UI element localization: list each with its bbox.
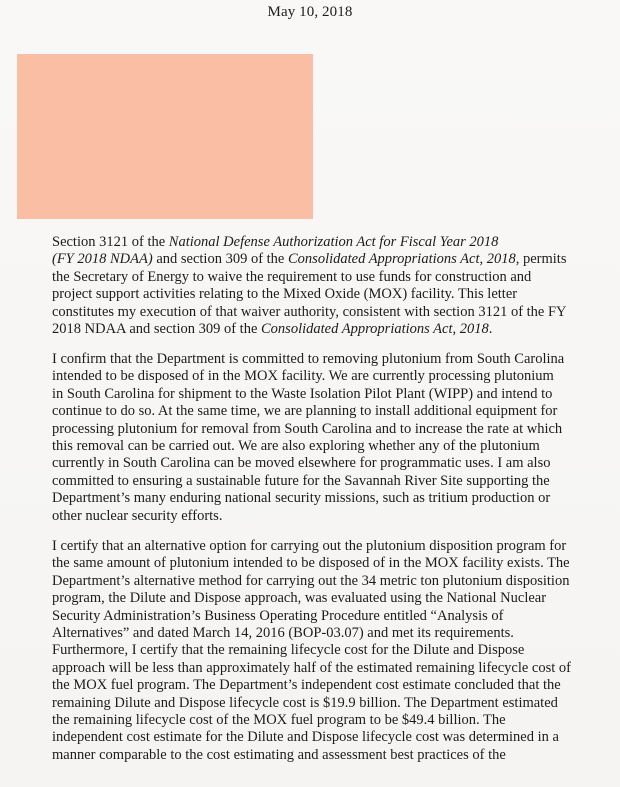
text-line — [52, 625, 612, 642]
redacted-address-block — [17, 54, 313, 219]
text-segment: . — [488, 321, 493, 338]
text-line — [52, 695, 612, 712]
text-segment: the same amount of plutonium intended to be disposed of in the MOX facility exists. The — [52, 555, 570, 572]
text-line — [52, 747, 612, 764]
text-line — [52, 351, 612, 368]
text-segment: continue to do so. At the same time, we are planning to install additional equipment for — [52, 403, 558, 420]
text-segment: project support activities relating to the Mixed Oxide (MOX) facility. This letter — [52, 286, 518, 303]
text-line — [52, 573, 612, 590]
letter-date: May 10, 2018 — [267, 4, 353, 20]
text-line — [52, 321, 612, 338]
text-line — [52, 712, 612, 729]
text-line — [52, 438, 612, 455]
text-line — [52, 269, 612, 286]
text-line — [52, 455, 612, 472]
text-segment: independent cost estimate for the Dilute and Dispose lifecycle cost was determined in a — [52, 729, 559, 746]
text-line — [52, 729, 612, 746]
text-line — [52, 368, 612, 385]
paragraph-certification — [52, 538, 612, 764]
text-segment: currently in South Carolina can be moved elsewhere for programmatic uses. I am also — [52, 455, 551, 472]
text-segment: the Secretary of Energy to waive the requirement to use funds for construction and — [52, 268, 532, 285]
text-segment: intended to be disposed of in the MOX facility. We are currently processing plutonium — [52, 368, 554, 385]
text-segment: and section 309 of the — [152, 251, 288, 268]
text-segment: Furthermore, I certify that the remaining lifecycle cost for the Dilute and Dispose — [52, 642, 525, 659]
text-line — [52, 286, 612, 303]
text-segment: I confirm that the Department is committed to removing plutonium from South Carolina — [52, 351, 565, 367]
paragraph-plutonium-removal — [52, 351, 612, 525]
text-segment: the MOX fuel program. The Department’s independent cost estimate concluded that the — [52, 677, 561, 694]
text-segment: manner comparable to the cost estimating and assessment best practices of the — [52, 746, 506, 763]
text-line — [52, 490, 612, 507]
text-line — [52, 403, 612, 420]
text-line — [52, 508, 612, 525]
text-segment: committed to ensuring a sustainable future for the Savannah River Site supporting the — [52, 472, 550, 489]
italic-citation: Consolidated Appropriations Act, 2018 — [261, 321, 489, 338]
italic-citation: (FY 2018 NDAA) — [52, 251, 153, 268]
text-segment: processing plutonium for removal from South Carolina and to increase the rate at which — [52, 420, 563, 437]
text-segment: remaining Dilute and Dispose lifecycle cost is $19.9 billion. The Department estimated — [52, 694, 558, 711]
text-segment: approach will be less than approximately half of the estimated remaining lifecycle cost of — [52, 659, 571, 676]
text-line — [52, 677, 612, 694]
italic-citation: National Defense Authorization Act for Fiscal Year 2018 — [168, 234, 499, 250]
text-segment: Department’s alternative method for carrying out the 34 metric ton plutonium disposition — [52, 572, 570, 589]
text-line — [52, 251, 612, 268]
text-line — [52, 473, 612, 490]
text-line — [52, 538, 612, 555]
text-line — [52, 304, 612, 321]
text-segment: , permits — [515, 251, 567, 268]
text-segment: the remaining lifecycle cost of the MOX fuel program to be $49.4 billion. The — [52, 712, 506, 729]
text-segment: Alternatives” and dated March 14, 2016 (BOP-03.07) and met its requirements. — [52, 625, 514, 642]
text-line — [52, 642, 612, 659]
text-segment: program, the Dilute and Dispose approach, was evaluated using the National Nuclear — [52, 590, 547, 607]
text-segment: Department’s many enduring national security missions, such as tritium production or — [52, 490, 551, 507]
text-line — [52, 386, 612, 403]
text-segment: in South Carolina for shipment to the Waste Isolation Pilot Plant (WIPP) and intend to — [52, 385, 553, 402]
text-line — [52, 421, 612, 438]
text-segment: 2018 NDAA and section 309 of the — [52, 321, 262, 338]
text-segment: Security Administration’s Business Operating Procedure entitled “Analysis of — [52, 607, 504, 624]
text-segment: other nuclear security efforts. — [52, 507, 223, 524]
text-line — [52, 555, 612, 572]
text-segment: Section 3121 of the — [52, 234, 169, 250]
text-line — [52, 660, 612, 677]
text-segment: this removal can be carried out. We are also exploring whether any of the plutonium — [52, 438, 540, 455]
italic-citation: Consolidated Appropriations Act, 2018 — [288, 251, 516, 268]
text-segment: constitutes my execution of that waiver authority, consistent with section 3121 of the FY — [52, 303, 567, 320]
text-segment: I certify that an alternative option for carrying out the plutonium disposition program for — [52, 538, 567, 554]
text-line — [52, 590, 612, 607]
paragraph-waiver — [52, 234, 612, 338]
text-line — [52, 608, 612, 625]
text-line — [52, 234, 612, 251]
